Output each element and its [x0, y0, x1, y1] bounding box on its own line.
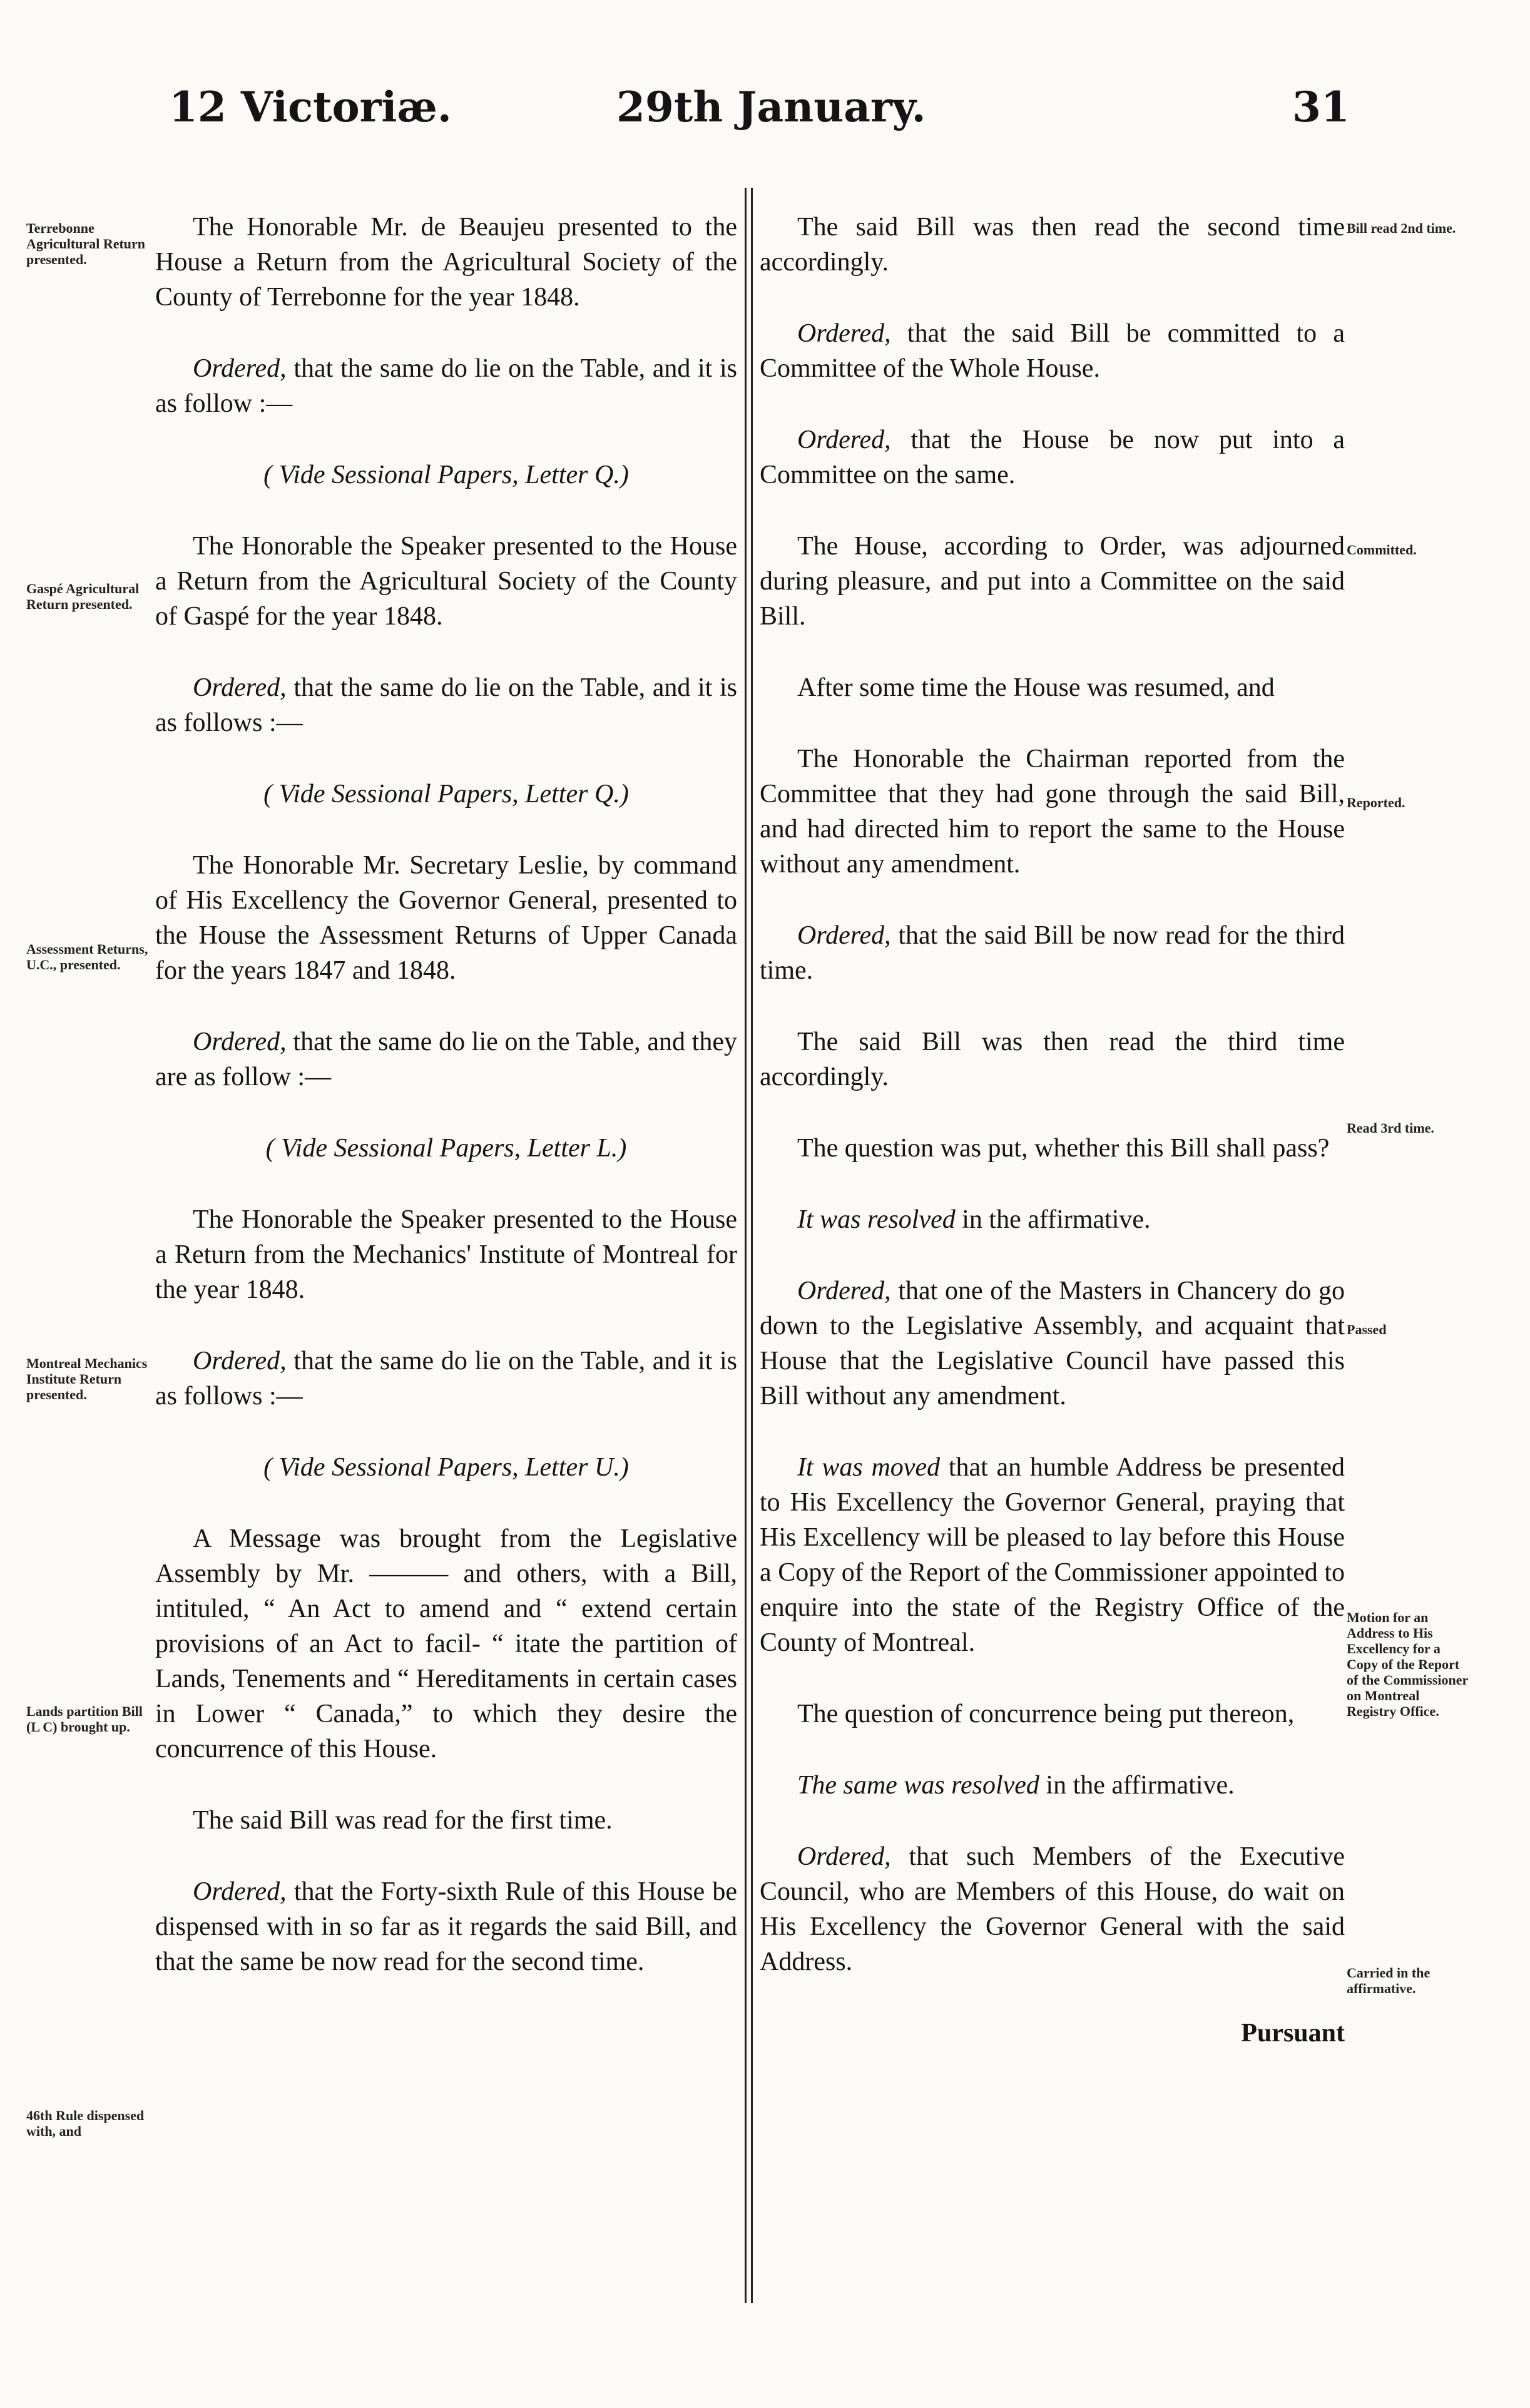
margin-note-left: Montreal Mechanics Institute Return presented. [26, 1355, 148, 1402]
paragraph-text: that such Members of the Executive Council, who are Members of this House, do wait on His Excellency the Governor General with the said Address. [760, 1842, 1345, 1976]
margin-note-right: Carried in the affirmative. [1347, 1965, 1431, 1996]
margin-note-right: Passed [1347, 1322, 1387, 1337]
paragraph-lead: Ordered, [193, 354, 287, 383]
margin-note-left: 46th Rule dispensed with, and [26, 2108, 145, 2139]
paragraph-lead: Ordered, [797, 426, 891, 454]
margin-note-left: Gaspé Agricultural Return presented. [26, 581, 140, 612]
proceedings-paragraph [155, 1344, 737, 1414]
margin-note-left: Assessment Returns, U.C., presented. [26, 941, 148, 972]
paragraph-lead: Ordered, [797, 1277, 891, 1305]
left-column [155, 210, 737, 2016]
proceedings-paragraph [760, 316, 1345, 386]
proceedings-paragraph [760, 742, 1345, 882]
paragraph-text: in the affirmative. [955, 1205, 1151, 1234]
paragraph-text: that the Forty-sixth Rule of this House be dispensed with in so far as it regards the said Bill, and that the same be now read for the second time. [155, 1877, 737, 1976]
paragraph-lead: The same was resolved [797, 1771, 1039, 1800]
paragraph-text: that one of the Masters in Chancery do go down to the Legislative Assembly, and acquaint that House that the Legislative Council have passed this Bill without any amendment. [760, 1277, 1345, 1411]
proceedings-paragraph [760, 918, 1345, 988]
margin-note-right: Motion for an Address to His Excellency for a Copy of the Report of the Commissioner on Montreal Registry Office. [1347, 1610, 1468, 1719]
sessional-papers-reference [155, 777, 737, 812]
margin-note-left: Terrebonne Agricultural Return presented. [26, 220, 146, 267]
column-divider-left [745, 188, 747, 2303]
proceedings-paragraph [155, 848, 737, 988]
paragraph-lead: Ordered, [797, 921, 891, 950]
catchword: Pursuant [1241, 2019, 1345, 2048]
paragraph-lead: It was moved [797, 1453, 941, 1482]
margin-note-right: Committed. [1347, 542, 1417, 558]
proceedings-paragraph [760, 1131, 1345, 1166]
proceedings-paragraph [760, 1768, 1345, 1803]
paragraph-text: The said Bill was then read the second time accordingly. [760, 213, 1345, 277]
proceedings-paragraph [155, 1803, 737, 1838]
paragraph-lead: Ordered, [797, 319, 891, 348]
proceedings-paragraph [155, 1874, 737, 1979]
sessional-papers-reference [155, 1131, 737, 1166]
header-page-number: 31 [1292, 83, 1350, 131]
header-date: 29th January. [616, 83, 926, 131]
header-regnal-year: 12 Victoriæ. [169, 83, 452, 131]
paragraph-text: The Honorable the Speaker presented to the House a Return from the Mechanics' Institute of Montreal for the year 1848. [155, 1205, 737, 1304]
reference-text: ( Vide Sessional Papers, Letter Q.) [263, 780, 629, 809]
paragraph-text: that the same do lie on the Table, and they are as follow :— [155, 1028, 737, 1091]
margin-note-right: Bill read 2nd time. [1347, 220, 1456, 236]
column-divider-right [751, 188, 753, 2303]
paragraph-lead: It was resolved [797, 1205, 956, 1234]
proceedings-paragraph [155, 1202, 737, 1307]
paragraph-text: The said Bill was read for the first time. [193, 1806, 613, 1835]
sessional-papers-reference [155, 457, 737, 492]
paragraph-text: that the said Bill be committed to a Committee of the Whole House. [760, 319, 1345, 383]
paragraph-text: that the same do lie on the Table, and it is as follow :— [155, 354, 737, 418]
proceedings-paragraph [760, 1273, 1345, 1414]
paragraph-lead: Ordered, [797, 1842, 891, 1871]
paragraph-text: The question of concurrence being put thereon, [797, 1700, 1295, 1728]
proceedings-paragraph [760, 1450, 1345, 1660]
proceedings-paragraph [760, 1024, 1345, 1094]
proceedings-paragraph [760, 529, 1345, 634]
proceedings-paragraph [155, 529, 737, 634]
paragraph-text: The House, according to Order, was adjourned during pleasure, and put into a Committee on the said Bill. [760, 532, 1345, 631]
proceedings-paragraph [760, 670, 1345, 705]
proceedings-paragraph [155, 210, 737, 315]
proceedings-paragraph [760, 422, 1345, 492]
reference-text: ( Vide Sessional Papers, Letter Q.) [263, 461, 629, 489]
margin-note-left: Lands partition Bill (L C) brought up. [26, 1703, 143, 1735]
proceedings-paragraph [155, 1521, 737, 1767]
proceedings-paragraph [760, 1696, 1345, 1732]
paragraph-text: The said Bill was then read the third time accordingly. [760, 1028, 1345, 1091]
sessional-papers-reference [155, 1450, 737, 1485]
margin-note-right: Reported. [1347, 795, 1405, 810]
paragraph-lead: Ordered, [193, 1028, 287, 1056]
paragraph-text: The Honorable Mr. de Beaujeu presented to the House a Return from the Agricultural Society of the County of Terrebonne for the year 1848. [155, 213, 737, 312]
margin-note-right: Read 3rd time. [1347, 1120, 1434, 1136]
paragraph-text: that an humble Address be presented to His Excellency the Governor General, praying that His Excellency will be pleased to lay before this House a Copy of the Report of the Commissioner appointed to enquire into the state of the Registry Office of the County of Montreal. [760, 1453, 1345, 1657]
proceedings-paragraph [760, 1202, 1345, 1237]
paragraph-text: After some time the House was resumed, and [797, 673, 1275, 702]
reference-text: ( Vide Sessional Papers, Letter L.) [265, 1134, 627, 1163]
paragraph-text: The Honorable Mr. Secretary Leslie, by command of His Excellency the Governor General, presented to the House the Assessment Returns of Upper Canada for the years 1847 and 1848. [155, 851, 737, 985]
paragraph-lead: Ordered, [193, 673, 287, 702]
paragraph-text: A Message was brought from the Legislative Assembly by Mr. ——— and others, with a Bill, intituled, “ An Act to amend and “ extend certain provisions of an Act to facil- “ itate the partition of Lands, Tenements and “ Hereditaments in certain cases in Lower “ Canada,” to which they desire the concurrence of this House. [155, 1524, 737, 1763]
proceedings-paragraph [155, 1024, 737, 1094]
paragraph-lead: Ordered, [193, 1347, 287, 1375]
paragraph-text: that the same do lie on the Table, and it is as follows :— [155, 1347, 737, 1411]
paragraph-text: The Honorable the Chairman reported from the Committee that they had gone through the said Bill, and had directed him to report the same to the House without any amendment. [760, 745, 1345, 879]
paragraph-text: in the affirmative. [1039, 1771, 1235, 1800]
paragraph-text: that the House be now put into a Committee on the same. [760, 426, 1345, 489]
proceedings-paragraph [155, 351, 737, 421]
right-column [760, 210, 1345, 2051]
paragraph-text: The Honorable the Speaker presented to the House a Return from the Agricultural Society of the County of Gaspé for the year 1848. [155, 532, 737, 631]
paragraph-text: that the same do lie on the Table, and it is as follows :— [155, 673, 737, 737]
paragraph-lead: Ordered, [193, 1877, 287, 1906]
page-header [0, 83, 1530, 155]
reference-text: ( Vide Sessional Papers, Letter U.) [263, 1453, 629, 1482]
paragraph-text: The question was put, whether this Bill shall pass? [797, 1134, 1330, 1163]
proceedings-paragraph [760, 210, 1345, 280]
paragraph-text: that the said Bill be now read for the third time. [760, 921, 1345, 985]
proceedings-paragraph [155, 670, 737, 740]
proceedings-paragraph [760, 1839, 1345, 1979]
